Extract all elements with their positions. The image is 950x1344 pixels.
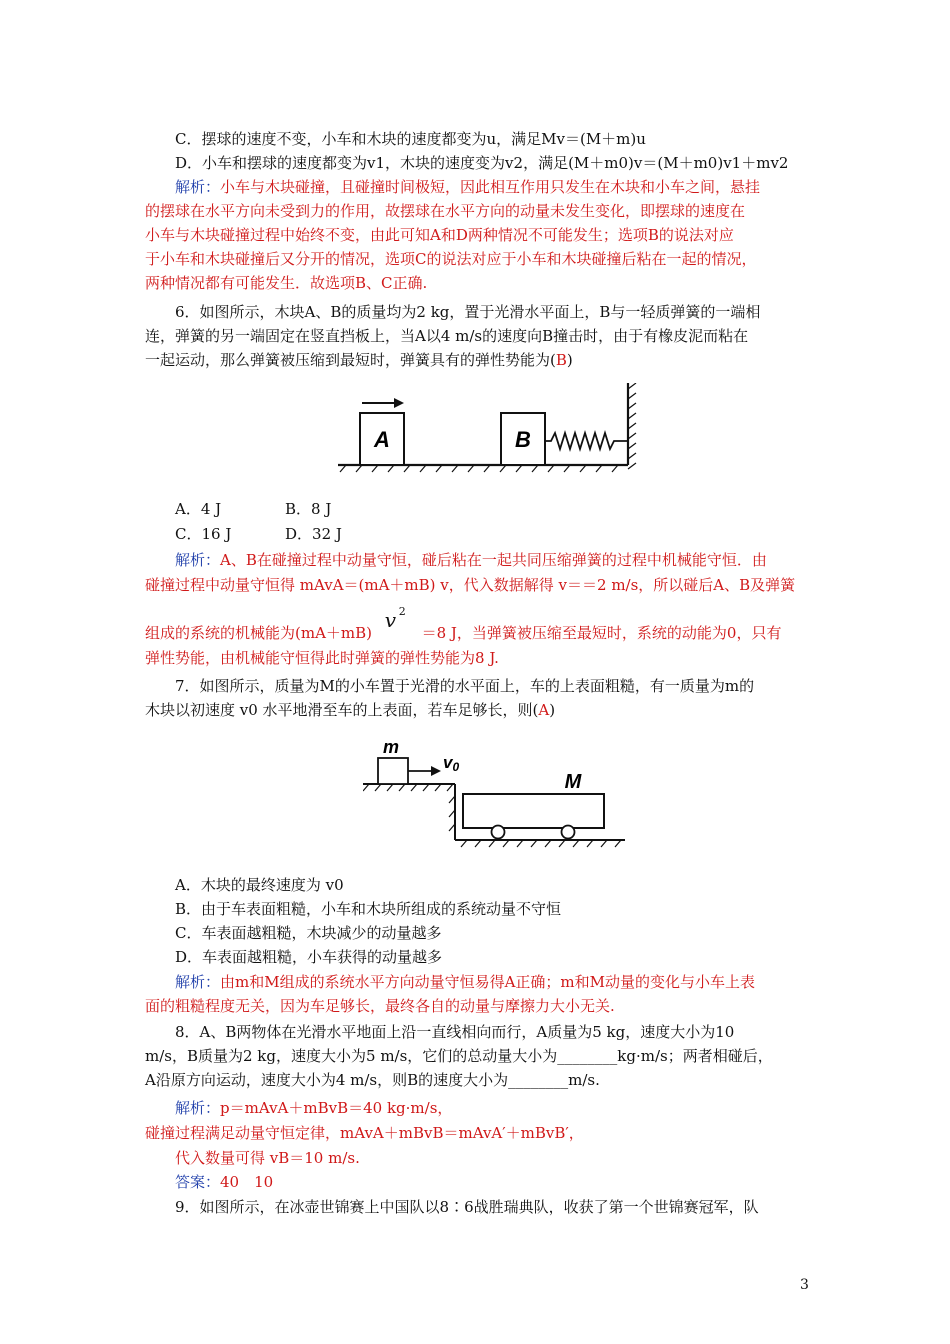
- arrow-head-icon: [431, 766, 441, 776]
- block-m-label: m: [382, 737, 400, 757]
- analysis-text: ＝8 J，当弹簧被压缩至最短时，系统的动能为0，只有: [421, 624, 782, 642]
- q7-analysis-line: [175, 970, 840, 994]
- q7-stem-text: 木块以初速度 v0 水平地滑至车的上表面，若车足够长，则(: [145, 701, 539, 719]
- block-m: [378, 758, 408, 784]
- q7-option-a: A．木块的最终速度为 v0: [175, 876, 344, 894]
- cart: [463, 794, 604, 828]
- q5-analysis-line: 小车与木块碰撞过程中始终不变，由此可知A和D两种情况不可能发生；选项B的说法对应: [145, 226, 734, 244]
- answer-label: 答案：: [175, 1173, 221, 1191]
- q8-analysis-line: 代入数量可得 vB＝10 m/s.: [175, 1149, 360, 1167]
- q6-analysis-line: [175, 548, 840, 572]
- q8-analysis-line: [175, 1096, 840, 1120]
- q5-analysis-line: 于小车和木块碰撞后又分开的情况，选项C的说法对应于小车和木块碰撞后粘在一起的情况，: [145, 250, 757, 268]
- formula-exponent: 2: [398, 605, 406, 618]
- q6-stem-text: 一起运动，那么弹簧被压缩到最短时，弹簧具有的弹性势能为(: [145, 351, 556, 369]
- q7-answer: A: [538, 701, 550, 719]
- analysis-label: 解析：: [175, 551, 221, 569]
- q6-figure: [338, 383, 648, 473]
- q7-close-paren: ): [549, 701, 556, 719]
- q7-stem-line: 7．如图所示，质量为M的小车置于光滑的水平面上，车的上表面粗糙，有一质量为m的: [175, 677, 755, 695]
- analysis-text: 由m和M组成的系统水平方向动量守恒易得A正确；m和M动量的变化与小车上表: [220, 973, 756, 991]
- q7-option-b: B．由于车表面粗糙，小车和木块所组成的系统动量不守恒: [175, 900, 562, 918]
- q6-close-paren: ): [566, 351, 573, 369]
- analysis-label: 解析：: [175, 178, 221, 196]
- block-a-label: A: [374, 427, 390, 452]
- q8-stem-line: 8．A、B两物体在光滑水平地面上沿一直线相向而行，A质量为5 kg，速度大小为10: [175, 1023, 735, 1041]
- arrow-head-icon: [394, 398, 404, 408]
- q5-analysis-line: 两种情况都有可能发生．故选项B、C正确.: [145, 274, 428, 292]
- q8-stem-line: A沿原方向运动，速度大小为4 m/s，则B的速度大小为________m/s.: [145, 1071, 600, 1089]
- analysis-text: 小车与木块碰撞，且碰撞时间极短，因此相互作用只发生在木块和小车之间，悬挂: [220, 178, 761, 196]
- q7-option-d: D．车表面越粗糙，小车获得的动量越多: [175, 948, 443, 966]
- analysis-text: A、B在碰撞过程中动量守恒，碰后粘在一起共同压缩弹簧的过程中机械能守恒．由: [220, 551, 767, 569]
- spring: [545, 433, 628, 449]
- q6-option-c: C．16 J: [175, 525, 232, 543]
- q5-option-c: C．摆球的速度不变，小车和木块的速度都变为u，满足Mv＝(M＋m)u: [175, 130, 646, 148]
- q6-analysis-line: [145, 605, 810, 645]
- q6-option-d: D．32 J: [285, 525, 342, 543]
- q8-answer-line: [175, 1170, 840, 1194]
- q5-analysis-line: 的摆球在水平方向未受到力的作用，故摆球在水平方向的动量未发生变化，即摆球的速度在: [145, 202, 746, 220]
- q6-analysis-line: 弹性势能，由机械能守恒得此时弹簧的弹性势能为8 J.: [145, 649, 499, 667]
- q8-stem-line: m/s，B质量为2 kg，速度大小为5 m/s，它们的总动量大小为________kg·m/s；两者相碰后，: [145, 1047, 773, 1065]
- analysis-text: p＝mAvA＋mBvB＝40 kg·m/s，: [220, 1099, 453, 1117]
- q6-stem-line: 6．如图所示，木块A、B的质量均为2 kg，置于光滑水平面上，B与一轻质弹簧的一端相: [175, 303, 761, 321]
- analysis-text: 组成的系统的机械能为(mA＋mB): [145, 624, 373, 642]
- page-number: 3: [800, 1277, 809, 1293]
- answer-text: 40 10: [220, 1173, 274, 1191]
- q5-analysis-line: [175, 175, 840, 199]
- v-squared-formula: [377, 605, 417, 638]
- q6-option-a: A．4 J: [175, 500, 222, 518]
- cart-label: M: [564, 771, 582, 793]
- q5-option-d: D．小车和摆球的速度都变为v1，木块的速度变为v2，满足(M＋m0)v＝(M＋m0)v1＋mv2: [175, 154, 789, 172]
- analysis-label: 解析：: [175, 1099, 221, 1117]
- analysis-label: 解析：: [175, 973, 221, 991]
- cart-wheel: [562, 826, 575, 839]
- q6-stem-line: [145, 348, 810, 372]
- q7-option-c: C．车表面越粗糙，木块减少的动量越多: [175, 924, 442, 942]
- formula-v: v: [384, 608, 397, 632]
- q6-analysis-line: 碰撞过程中动量守恒得 mAvA＝(mA＋mB) v，代入数据解得 v＝＝2 m/s，所以碰后A、B及弹簧: [145, 576, 796, 594]
- q7-figure: [363, 734, 625, 850]
- q9-stem-line: 9．如图所示，在冰壶世锦赛上中国队以8∶6战胜瑞典队，收获了第一个世锦赛冠军，队: [175, 1198, 759, 1216]
- velocity-label: v0: [443, 753, 460, 774]
- q6-option-b: B．8 J: [285, 500, 332, 518]
- q7-analysis-line: 面的粗糙程度无关，因为车足够长，最终各自的动量与摩擦力大小无关.: [145, 997, 615, 1015]
- q7-stem-line: [145, 698, 810, 722]
- q6-answer: B: [555, 351, 567, 369]
- block-b-label: B: [515, 427, 531, 452]
- cart-wheel: [492, 826, 505, 839]
- q6-stem-line: 连，弹簧的另一端固定在竖直挡板上，当A以4 m/s的速度向B撞击时，由于有橡皮泥而粘在: [145, 327, 749, 345]
- q8-analysis-line: 碰撞过程满足动量守恒定律，mAvA＋mBvB＝mAvA′＋mBvB′，: [145, 1124, 584, 1142]
